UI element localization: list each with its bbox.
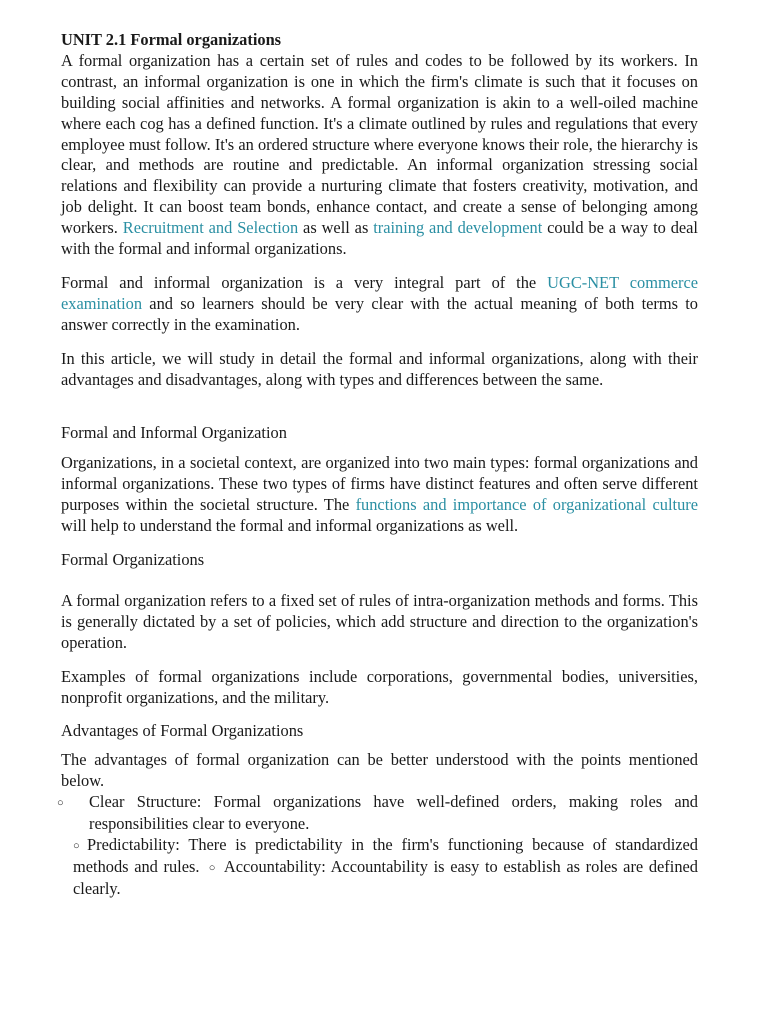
bullet-text-clear-structure: Clear Structure: Formal organizations have well-defined orders, making roles and responsibilities clear to everyone. — [89, 792, 698, 834]
advantages-list — [57, 792, 698, 900]
exam-text-b: and so learners should be very clear with the actual meaning of both terms to answer correctly in the examination. — [61, 293, 698, 334]
organizations-paragraph — [61, 453, 698, 537]
bullet-circle-icon: ○ — [208, 861, 216, 874]
bullet-text-accountability: Accountability: Accountability is easy to establish as roles are defined clearly. — [73, 856, 698, 898]
intro-text-a: A formal organization has a certain set of rules and codes to be followed by its workers. In contrast, an informal organization is one in which the firm's climate is such that it focuses on building social affinities and networks. A formal organization is akin to a well-oiled machine where each cog has a defined function. It's a climate outlined by rules and regulations that every employee must follow. It's an ordered structure where everyone knows their role, the hierarchy is clear, and methods are routine and predictable. An informal organization stressing social relations and flexibility can provide a nurturing climate that fosters creativity, motivation, and job delight. It can boost team bonds, enhance contact, and create a sense of belonging among workers. — [61, 50, 698, 238]
recruitment-selection-link[interactable]: Recruitment and Selection — [122, 218, 299, 238]
advantages-intro: The advantages of formal organization can be better understood with the points mentioned below. — [61, 750, 698, 791]
list-item-predictability — [73, 835, 698, 900]
ugc-net-link[interactable]: UGC-NET commerce examination — [61, 272, 698, 313]
bullet-circle-icon: ○ — [73, 840, 80, 852]
intro-paragraph — [61, 51, 698, 260]
intro-text-c: could be a way to deal with the formal and informal organizations. — [61, 218, 698, 259]
formal-informal-heading: Formal and Informal Organization — [61, 422, 287, 442]
bullet-text-predictability: Predictability: There is predictability in the firm's functioning because of standardized methods and rules. — [73, 835, 698, 876]
organizations-text-b: will help to understand the formal and informal organizations as well. — [61, 516, 519, 536]
organizations-text-a: Organizations, in a societal context, are organized into two main types: formal organizations and informal organizations. These two types of firms have distinct features and often serve different purposes within the societal structure. The — [61, 453, 698, 515]
formal-examples-paragraph: Examples of formal organizations include corporations, governmental bodies, universities, nonprofit organizations, and the military. — [61, 666, 698, 707]
list-item-clear-structure — [57, 792, 698, 835]
advantages-heading: Advantages of Formal Organizations — [61, 721, 304, 741]
unit-title: UNIT 2.1 Formal organizations — [61, 30, 282, 49]
formal-definition-paragraph: A formal organization refers to a fixed set of rules of intra-organization methods and forms. This is generally dictated by a set of policies, which add structure and direction to the organization's operation. — [61, 590, 698, 652]
training-development-link[interactable]: training and development — [373, 218, 543, 238]
organizational-culture-link[interactable]: functions and importance of organizational culture — [355, 495, 698, 515]
intro-text-b: as well as — [298, 218, 374, 238]
bullet-circle-icon: ○ — [57, 797, 64, 810]
exam-text-a: Formal and informal organization is a very integral part of the — [61, 272, 548, 292]
exam-paragraph — [61, 273, 698, 336]
article-scope-paragraph: In this article, we will study in detail the formal and informal organizations, along with their advantages and disadvantages, along with types and differences between the same. — [61, 348, 698, 389]
formal-organizations-heading: Formal Organizations — [61, 550, 205, 570]
